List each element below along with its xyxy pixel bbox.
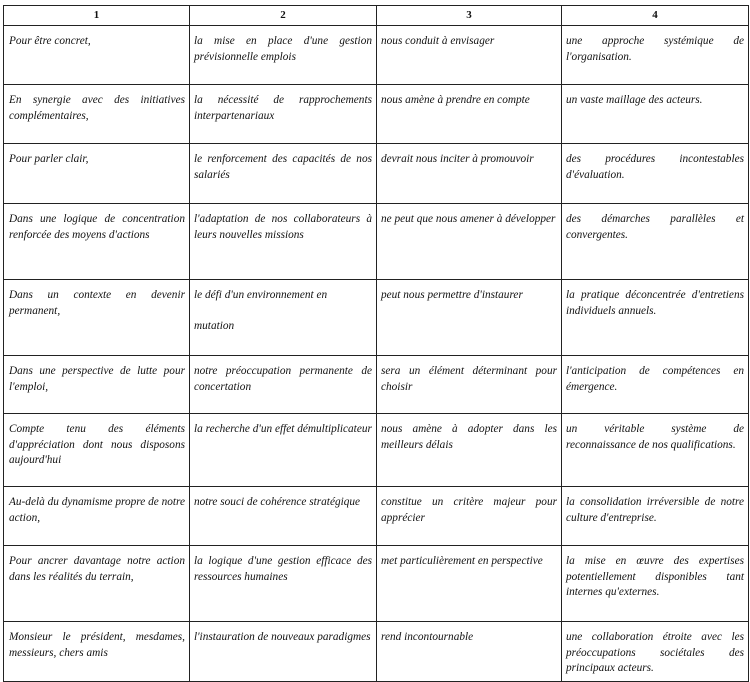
row-4-col-2: l'adaptation de nos collaborateurs à leurs nouvelles missions <box>190 204 377 280</box>
row-2-col-3: nous amène à prendre en compte <box>377 85 562 144</box>
row-6-col-2: notre préoccupation permanente de concertation <box>190 356 377 414</box>
row-1-col-3: nous conduit à envisager <box>377 26 562 85</box>
row-5-col-1: Dans un contexte en devenir permanent, <box>4 280 190 356</box>
row-5-col-4: la pratique déconcentrée d'entretiens individuels annuels. <box>562 280 749 356</box>
row-4-col-3: ne peut que nous amener à développer <box>377 204 562 280</box>
row-7-col-2: la recherche d'un effet démultiplicateur <box>190 414 377 487</box>
row-5-col-2 <box>190 280 377 356</box>
row-2-col-4: un vaste maillage des acteurs. <box>562 85 749 144</box>
row-6-col-4: l'anticipation de compétences en émergence. <box>562 356 749 414</box>
row-5-col-3: peut nous permettre d'instaurer <box>377 280 562 356</box>
row-3-col-2: le renforcement des capacités de nos salariés <box>190 144 377 204</box>
row-7-col-3: nous amène à adopter dans les meilleurs délais <box>377 414 562 487</box>
row-7-col-1: Compte tenu des éléments d'appréciation dont nous disposons aujourd'hui <box>4 414 190 487</box>
table-row <box>4 144 749 204</box>
row-4-col-4: des démarches parallèles et convergentes. <box>562 204 749 280</box>
column-header-2: 2 <box>190 6 377 26</box>
row-5-col-2-line-2: mutation <box>194 319 235 332</box>
row-8-col-4: la consolidation irréversible de notre culture d'entreprise. <box>562 487 749 546</box>
row-5-col-2-line-1: le défi d'un environnement en <box>194 289 328 301</box>
table-row <box>4 546 749 622</box>
table-row <box>4 26 749 85</box>
row-10-col-3: rend incontournable <box>377 622 562 682</box>
column-header-3: 3 <box>377 6 562 26</box>
row-3-col-1: Pour parler clair, <box>4 144 190 204</box>
row-2-col-1: En synergie avec des initiatives complémentaires, <box>4 85 190 144</box>
column-header-1: 1 <box>4 6 190 26</box>
row-8-col-3: constitue un critère majeur pour apprécier <box>377 487 562 546</box>
row-2-col-2: la nécessité de rapprochements interpartenariaux <box>190 85 377 144</box>
phrase-grid <box>3 5 749 682</box>
row-10-col-4: une collaboration étroite avec les préoccupations sociétales des principaux acteurs. <box>562 622 749 682</box>
table-row <box>4 85 749 144</box>
table-row <box>4 280 749 356</box>
table-row <box>4 356 749 414</box>
row-6-col-1: Dans une perspective de lutte pour l'emploi, <box>4 356 190 414</box>
row-8-col-2: notre souci de cohérence stratégique <box>190 487 377 546</box>
row-1-col-2: la mise en place d'une gestion prévisionnelle emplois <box>190 26 377 85</box>
column-header-4: 4 <box>562 6 749 26</box>
row-10-col-2: l'instauration de nouveaux paradigmes <box>190 622 377 682</box>
row-4-col-1: Dans une logique de concentration renforcée des moyens d'actions <box>4 204 190 280</box>
row-9-col-4: la mise en œuvre des expertises potentiellement disponibles tant internes qu'externes. <box>562 546 749 622</box>
row-9-col-1: Pour ancrer davantage notre action dans les réalités du terrain, <box>4 546 190 622</box>
row-9-col-2: la logique d'une gestion efficace des ressources humaines <box>190 546 377 622</box>
row-10-col-1: Monsieur le président, mesdames, messieurs, chers amis <box>4 622 190 682</box>
table-row <box>4 414 749 487</box>
row-7-col-4: un véritable système de reconnaissance de nos qualifications. <box>562 414 749 487</box>
row-1-col-4: une approche systémique de l'organisation. <box>562 26 749 85</box>
row-8-col-1: Au-delà du dynamisme propre de notre action, <box>4 487 190 546</box>
table-row <box>4 487 749 546</box>
header-row <box>4 6 749 26</box>
row-3-col-3: devrait nous inciter à promouvoir <box>377 144 562 204</box>
row-9-col-3: met particulièrement en perspective <box>377 546 562 622</box>
row-6-col-3: sera un élément déterminant pour choisir <box>377 356 562 414</box>
row-1-col-1: Pour être concret, <box>4 26 190 85</box>
table-row <box>4 622 749 682</box>
table-row <box>4 204 749 280</box>
row-3-col-4: des procédures incontestables d'évaluation. <box>562 144 749 204</box>
